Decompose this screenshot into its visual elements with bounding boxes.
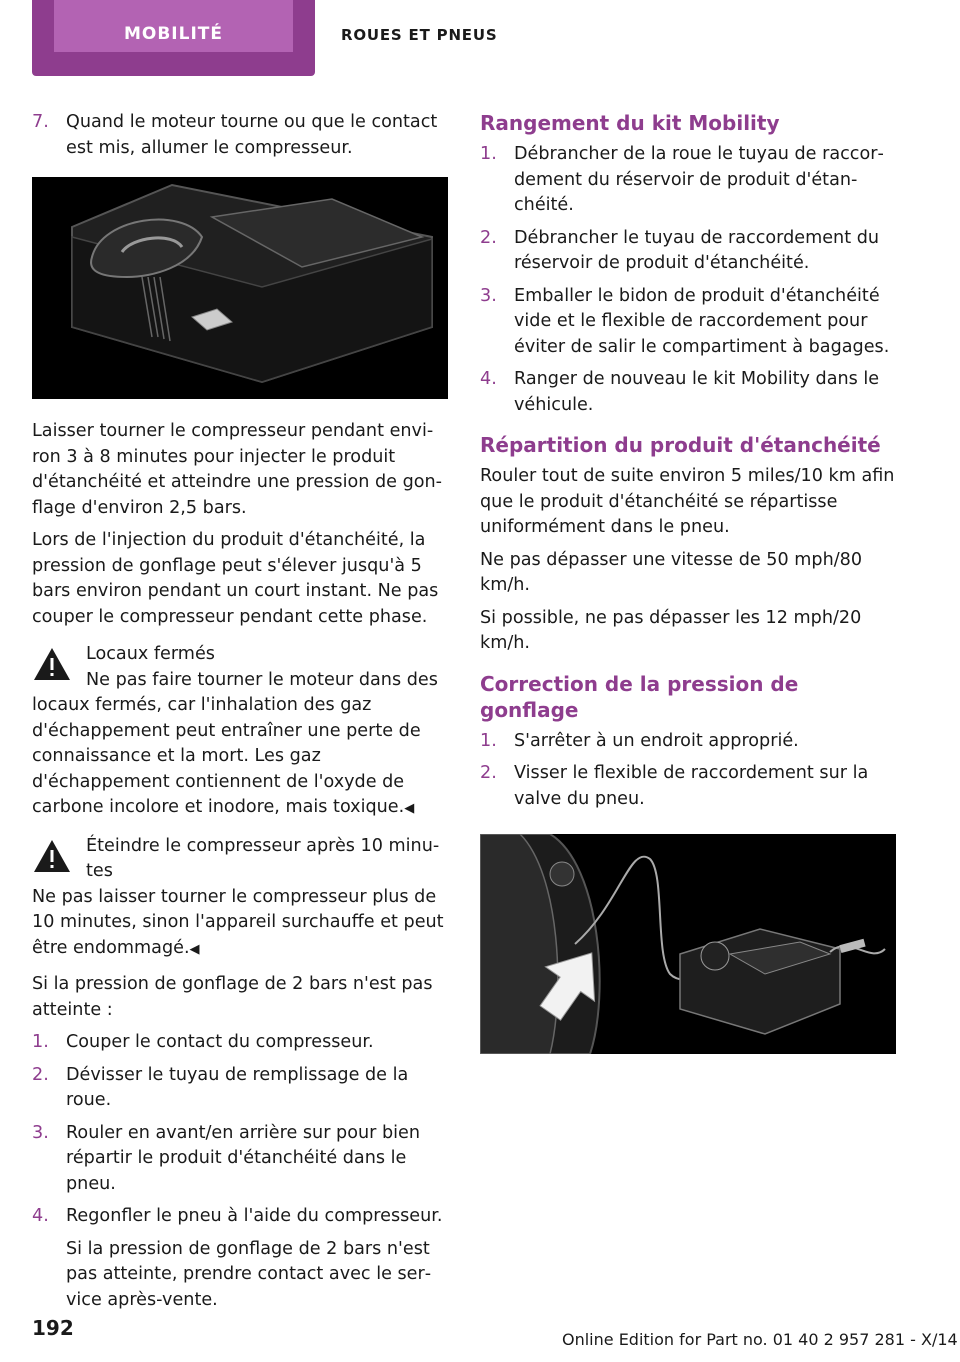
step-number: 1. [32,1032,49,1052]
warning-title: Éteindre le compresseur après 10 minutes [86,835,440,881]
list-item [32,1204,448,1230]
warning-triangle-icon [32,838,72,874]
step-text: Couper le contact du compresseur. [66,1032,374,1052]
section-heading: Rangement du kit Mobility [480,111,780,135]
warning-closed-rooms [32,642,448,822]
paragraph: Si la pression de gonflage de 2 bars n'est pas atteinte : [32,974,433,1020]
step-text: Quand le moteur tourne ou que le contact est mis, allumer le compresseur. [66,112,438,158]
list-item [32,1063,448,1114]
step-subtext: Si la pression de gonflage de 2 bars n'est pas atteinte, prendre contact avec le service après-vente. [66,1238,432,1310]
step-text: Débrancher de la roue le tuyau de raccordement du réservoir de produit d'étanchéité. [514,144,884,215]
list-item [480,761,896,812]
section-tab-label: MOBILITÉ [54,0,293,52]
warning-triangle-icon [32,646,72,682]
step-number: 3. [480,285,497,306]
step-number: 2. [480,763,497,783]
step-text: S'arrêter à un endroit approprié. [514,730,799,751]
warning-compressor-time [32,834,448,963]
paragraph: Laisser tourner le compresseur pendant environ 3 à 8 minutes pour injecter le produit d'étanchéité et atteindre une pression de gonflage d'environ 2,5 bars. [32,421,443,518]
step-text: Visser le flexible de raccordement sur la valve du pneu. [514,763,869,809]
step-number: 3. [32,1122,49,1143]
step-text: Dévisser le tuyau de remplissage de la roue. [66,1064,409,1110]
list-item [480,729,896,755]
section-heading: Correction de la pression de gonflage [480,671,799,722]
step-text: Rouler en avant/en arrière sur pour bien répartir le produit d'étanchéité dans le pneu. [66,1122,420,1194]
step-number: 4. [32,1206,49,1226]
step-text: Débrancher le tuyau de raccordement du réservoir de produit d'étanchéité. [514,227,880,273]
paragraph: Si possible, ne pas dépasser les 12 mph/20 km/h. [480,607,862,653]
step-text: Ranger de nouveau le kit Mobility dans le véhicule. [514,369,880,415]
section-tab[interactable] [32,0,315,76]
warning-body: Ne pas laisser tourner le compresseur plus de 10 minutes, sinon l'appareil surchauffe et peut être endommagé. [32,886,444,958]
paragraph: Rouler tout de suite environ 5 miles/10 km afin que le produit d'étanchéité se répartisse uniformément dans le pneu. [480,466,895,537]
step-number: 7. [32,112,49,132]
end-mark-icon: ◀ [404,801,415,816]
left-column [32,110,448,1320]
list-item [32,1121,448,1198]
step-text: Regonfler le pneu à l'aide du compresseur. [66,1206,443,1226]
step-number: 2. [32,1064,49,1085]
warning-body: locaux fermés, car l'inhalation des gaz d'échappement peut entraîner une perte de connaissance et la mort. Les gaz d'échappement contiennent de l'oxyde de carbone incolore et inodore, mais toxique. [32,695,421,817]
step-number: 2. [480,227,497,248]
step-number: 4. [480,369,497,389]
list-item [480,226,896,277]
step-number: 1. [480,144,497,164]
tire-drawing [480,834,896,1054]
step-number: 1. [480,730,497,751]
step-text: Emballer le bidon de produit d'étanchéité vide et le flexible de raccordement pour éviter de salir le compartiment à bagages. [514,285,890,357]
list-item [480,142,896,219]
page-number: 192 [32,1316,74,1340]
paragraph: Ne pas dépasser une vitesse de 50 mph/80 km/h. [480,549,863,595]
end-mark-icon: ◀ [189,941,200,957]
list-item [480,367,896,418]
warning-title: Locaux fermés [86,644,215,664]
tire-connection-illustration [480,834,896,1054]
list-item [480,284,896,361]
chapter-tab-label[interactable]: ROUES ET PNEUS [341,26,498,44]
right-column [480,110,896,1074]
edition-footer: Online Edition for Part no. 01 40 2 957 281 - X/14 [562,1330,958,1349]
list-item [32,1030,448,1056]
paragraph: Lors de l'injection du produit d'étanchéité, la pression de gonflage peut s'élever jusqu'à 5 bars environ pendant un court instant. Ne pas couper le compresseur pendant cette phase. [32,530,439,627]
section-heading: Répartition du produit d'étanchéité [480,433,881,457]
warning-body-first-line: Ne pas faire tourner le moteur dans des [86,669,438,690]
header-tab-bar [0,0,960,76]
step-7 [32,110,448,161]
compressor-illustration [32,177,448,399]
compressor-drawing [32,177,448,399]
